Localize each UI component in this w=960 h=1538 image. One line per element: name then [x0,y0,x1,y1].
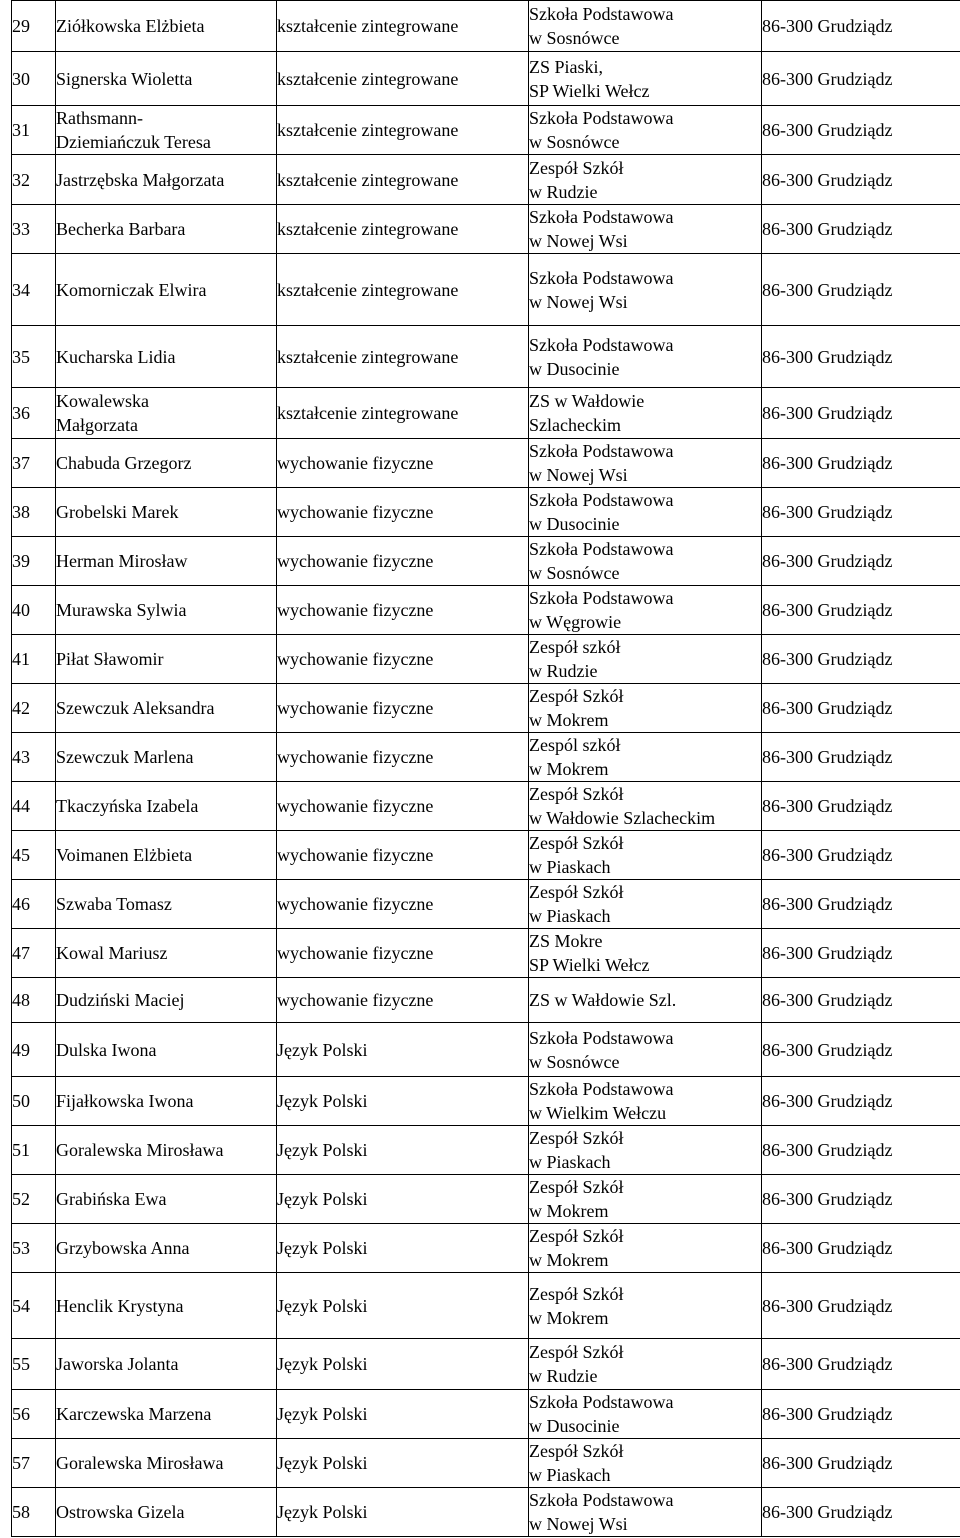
postal-code-cell: 86-300 Grudziądz [762,1390,960,1439]
table-row [12,880,960,929]
table-row [12,1023,960,1077]
school-cell: Zespół szkół w Rudzie [529,635,762,684]
school-cell: Zespół Szkół w Wałdowie Szlacheckim [529,782,762,831]
postal-code-cell: 86-300 Grudziądz [762,439,960,488]
postal-code-cell: 86-300 Grudziądz [762,155,960,205]
postal-code-cell: 86-300 Grudziądz [762,733,960,782]
teacher-name: Jastrzębska Małgorzata [56,155,277,205]
subject-cell: wychowanie fizyczne [277,929,529,978]
row-number: 30 [12,52,56,106]
row-number: 41 [12,635,56,684]
table-row [12,978,960,1023]
table-row [12,1126,960,1175]
postal-code-cell: 86-300 Grudziądz [762,1224,960,1273]
row-number: 44 [12,782,56,831]
teacher-name: Murawska Sylwia [56,586,277,635]
school-cell: Zespół Szkół w Piaskach [529,1439,762,1488]
table-row [12,1439,960,1488]
teacher-name: Kucharska Lidia [56,326,277,388]
subject-cell: wychowanie fizyczne [277,586,529,635]
subject-cell: Język Polski [277,1439,529,1488]
postal-code-cell: 86-300 Grudziądz [762,586,960,635]
teacher-name: Karczewska Marzena [56,1390,277,1439]
school-cell: Zespół Szkół w Mokrem [529,1175,762,1224]
school-cell: Szkoła Podstawowa w Nowej Wsi [529,254,762,326]
row-number: 38 [12,488,56,537]
postal-code-cell: 86-300 Grudziądz [762,388,960,439]
postal-code-cell: 86-300 Grudziądz [762,1488,960,1537]
school-cell: Szkoła Podstawowa w Nowej Wsi [529,205,762,254]
school-cell: Zespół Szkół w Piaskach [529,1126,762,1175]
subject-cell: kształcenie zintegrowane [277,1,529,52]
teacher-table [11,0,960,1537]
teacher-name: Dulska Iwona [56,1023,277,1077]
teacher-name: Szewczuk Aleksandra [56,684,277,733]
subject-cell: wychowanie fizyczne [277,782,529,831]
school-cell: Szkoła Podstawowa w Wielkim Wełczu [529,1077,762,1126]
table-row [12,1390,960,1439]
table-row [12,1273,960,1339]
school-cell: Szkoła Podstawowa w Dusocinie [529,488,762,537]
teacher-name: Tkaczyńska Izabela [56,782,277,831]
school-cell: Zespół Szkół w Piaskach [529,880,762,929]
teacher-name: Becherka Barbara [56,205,277,254]
row-number: 57 [12,1439,56,1488]
teacher-name: Herman Mirosław [56,537,277,586]
postal-code-cell: 86-300 Grudziądz [762,1273,960,1339]
subject-cell: wychowanie fizyczne [277,684,529,733]
row-number: 43 [12,733,56,782]
teacher-name: Henclik Krystyna [56,1273,277,1339]
table-row [12,635,960,684]
row-number: 51 [12,1126,56,1175]
table-row [12,537,960,586]
postal-code-cell: 86-300 Grudziądz [762,684,960,733]
row-number: 40 [12,586,56,635]
teacher-name: Fijałkowska Iwona [56,1077,277,1126]
school-cell: Zespól szkół w Mokrem [529,733,762,782]
teacher-name: Goralewska Mirosława [56,1439,277,1488]
subject-cell: Język Polski [277,1488,529,1537]
row-number: 54 [12,1273,56,1339]
postal-code-cell: 86-300 Grudziądz [762,52,960,106]
school-cell: Szkoła Podstawowa w Węgrowie [529,586,762,635]
postal-code-cell: 86-300 Grudziądz [762,537,960,586]
table-row [12,1488,960,1537]
school-cell: Szkoła Podstawowa w Dusocinie [529,1390,762,1439]
school-cell: Szkoła Podstawowa w Dusocinie [529,326,762,388]
row-number: 29 [12,1,56,52]
postal-code-cell: 86-300 Grudziądz [762,978,960,1023]
row-number: 55 [12,1339,56,1390]
postal-code-cell: 86-300 Grudziądz [762,831,960,880]
row-number: 58 [12,1488,56,1537]
subject-cell: Język Polski [277,1390,529,1439]
postal-code-cell: 86-300 Grudziądz [762,1339,960,1390]
row-number: 45 [12,831,56,880]
postal-code-cell: 86-300 Grudziądz [762,106,960,155]
subject-cell: wychowanie fizyczne [277,978,529,1023]
table-row [12,439,960,488]
table-row [12,254,960,326]
postal-code-cell: 86-300 Grudziądz [762,1126,960,1175]
teacher-name: Grobelski Marek [56,488,277,537]
subject-cell: wychowanie fizyczne [277,439,529,488]
row-number: 37 [12,439,56,488]
subject-cell: Język Polski [277,1273,529,1339]
teacher-name: Grzybowska Anna [56,1224,277,1273]
row-number: 48 [12,978,56,1023]
row-number: 31 [12,106,56,155]
row-number: 36 [12,388,56,439]
school-cell: Zespół Szkół w Rudzie [529,155,762,205]
table-row [12,586,960,635]
postal-code-cell: 86-300 Grudziądz [762,1023,960,1077]
table-row [12,1077,960,1126]
row-number: 53 [12,1224,56,1273]
school-cell: ZS w Wałdowie Szlacheckim [529,388,762,439]
subject-cell: kształcenie zintegrowane [277,326,529,388]
school-cell: Zespół Szkół w Mokrem [529,1273,762,1339]
postal-code-cell: 86-300 Grudziądz [762,1439,960,1488]
subject-cell: Język Polski [277,1175,529,1224]
subject-cell: kształcenie zintegrowane [277,155,529,205]
subject-cell: wychowanie fizyczne [277,733,529,782]
subject-cell: kształcenie zintegrowane [277,106,529,155]
teacher-name: Signerska Wioletta [56,52,277,106]
row-number: 56 [12,1390,56,1439]
school-cell: Szkoła Podstawowa w Nowej Wsi [529,439,762,488]
subject-cell: wychowanie fizyczne [277,537,529,586]
teacher-name: Komorniczak Elwira [56,254,277,326]
teacher-name: Kowal Mariusz [56,929,277,978]
row-number: 52 [12,1175,56,1224]
postal-code-cell: 86-300 Grudziądz [762,254,960,326]
teacher-name: Rathsmann- Dziemiańczuk Teresa [56,106,277,155]
postal-code-cell: 86-300 Grudziądz [762,205,960,254]
subject-cell: Język Polski [277,1339,529,1390]
teacher-name: Ostrowska Gizela [56,1488,277,1537]
school-cell: ZS Mokre SP Wielki Wełcz [529,929,762,978]
school-cell: Szkoła Podstawowa w Sosnówce [529,537,762,586]
teacher-name: Szwaba Tomasz [56,880,277,929]
table-row [12,1,960,52]
postal-code-cell: 86-300 Grudziądz [762,929,960,978]
table-row [12,782,960,831]
subject-cell: wychowanie fizyczne [277,635,529,684]
teacher-name: Voimanen Elżbieta [56,831,277,880]
subject-cell: wychowanie fizyczne [277,880,529,929]
teacher-table-body [12,1,960,1537]
school-cell: ZS Piaski, SP Wielki Wełcz [529,52,762,106]
row-number: 39 [12,537,56,586]
postal-code-cell: 86-300 Grudziądz [762,326,960,388]
table-row [12,1175,960,1224]
row-number: 49 [12,1023,56,1077]
table-row [12,52,960,106]
table-row [12,733,960,782]
postal-code-cell: 86-300 Grudziądz [762,635,960,684]
subject-cell: Język Polski [277,1126,529,1175]
postal-code-cell: 86-300 Grudziądz [762,782,960,831]
row-number: 33 [12,205,56,254]
subject-cell: kształcenie zintegrowane [277,52,529,106]
table-row [12,155,960,205]
teacher-name: Piłat Sławomir [56,635,277,684]
subject-cell: kształcenie zintegrowane [277,254,529,326]
table-row [12,488,960,537]
table-row [12,1224,960,1273]
table-row [12,831,960,880]
row-number: 32 [12,155,56,205]
row-number: 47 [12,929,56,978]
table-row [12,1339,960,1390]
school-cell: Szkoła Podstawowa w Sosnówce [529,1,762,52]
row-number: 42 [12,684,56,733]
table-row [12,684,960,733]
teacher-name: Goralewska Mirosława [56,1126,277,1175]
postal-code-cell: 86-300 Grudziądz [762,1,960,52]
subject-cell: wychowanie fizyczne [277,831,529,880]
subject-cell: Język Polski [277,1023,529,1077]
teacher-name: Ziółkowska Elżbieta [56,1,277,52]
school-cell: Zespół Szkół w Rudzie [529,1339,762,1390]
postal-code-cell: 86-300 Grudziądz [762,1175,960,1224]
row-number: 46 [12,880,56,929]
table-row [12,205,960,254]
table-row [12,929,960,978]
teacher-name: Jaworska Jolanta [56,1339,277,1390]
school-cell: Zespół Szkół w Mokrem [529,1224,762,1273]
row-number: 35 [12,326,56,388]
subject-cell: kształcenie zintegrowane [277,388,529,439]
teacher-name: Chabuda Grzegorz [56,439,277,488]
school-cell: Szkoła Podstawowa w Sosnówce [529,1023,762,1077]
postal-code-cell: 86-300 Grudziądz [762,880,960,929]
teacher-name: Dudziński Maciej [56,978,277,1023]
school-cell: Zespół Szkół w Piaskach [529,831,762,880]
subject-cell: wychowanie fizyczne [277,488,529,537]
subject-cell: Język Polski [277,1077,529,1126]
school-cell: Szkoła Podstawowa w Sosnówce [529,106,762,155]
row-number: 50 [12,1077,56,1126]
teacher-name: Kowalewska Małgorzata [56,388,277,439]
teacher-name: Szewczuk Marlena [56,733,277,782]
postal-code-cell: 86-300 Grudziądz [762,1077,960,1126]
subject-cell: kształcenie zintegrowane [277,205,529,254]
row-number: 34 [12,254,56,326]
school-cell: Szkoła Podstawowa w Nowej Wsi [529,1488,762,1537]
table-row [12,388,960,439]
school-cell: Zespół Szkół w Mokrem [529,684,762,733]
teacher-name: Grabińska Ewa [56,1175,277,1224]
school-cell: ZS w Wałdowie Szl. [529,978,762,1023]
table-row [12,106,960,155]
table-row [12,326,960,388]
subject-cell: Język Polski [277,1224,529,1273]
postal-code-cell: 86-300 Grudziądz [762,488,960,537]
